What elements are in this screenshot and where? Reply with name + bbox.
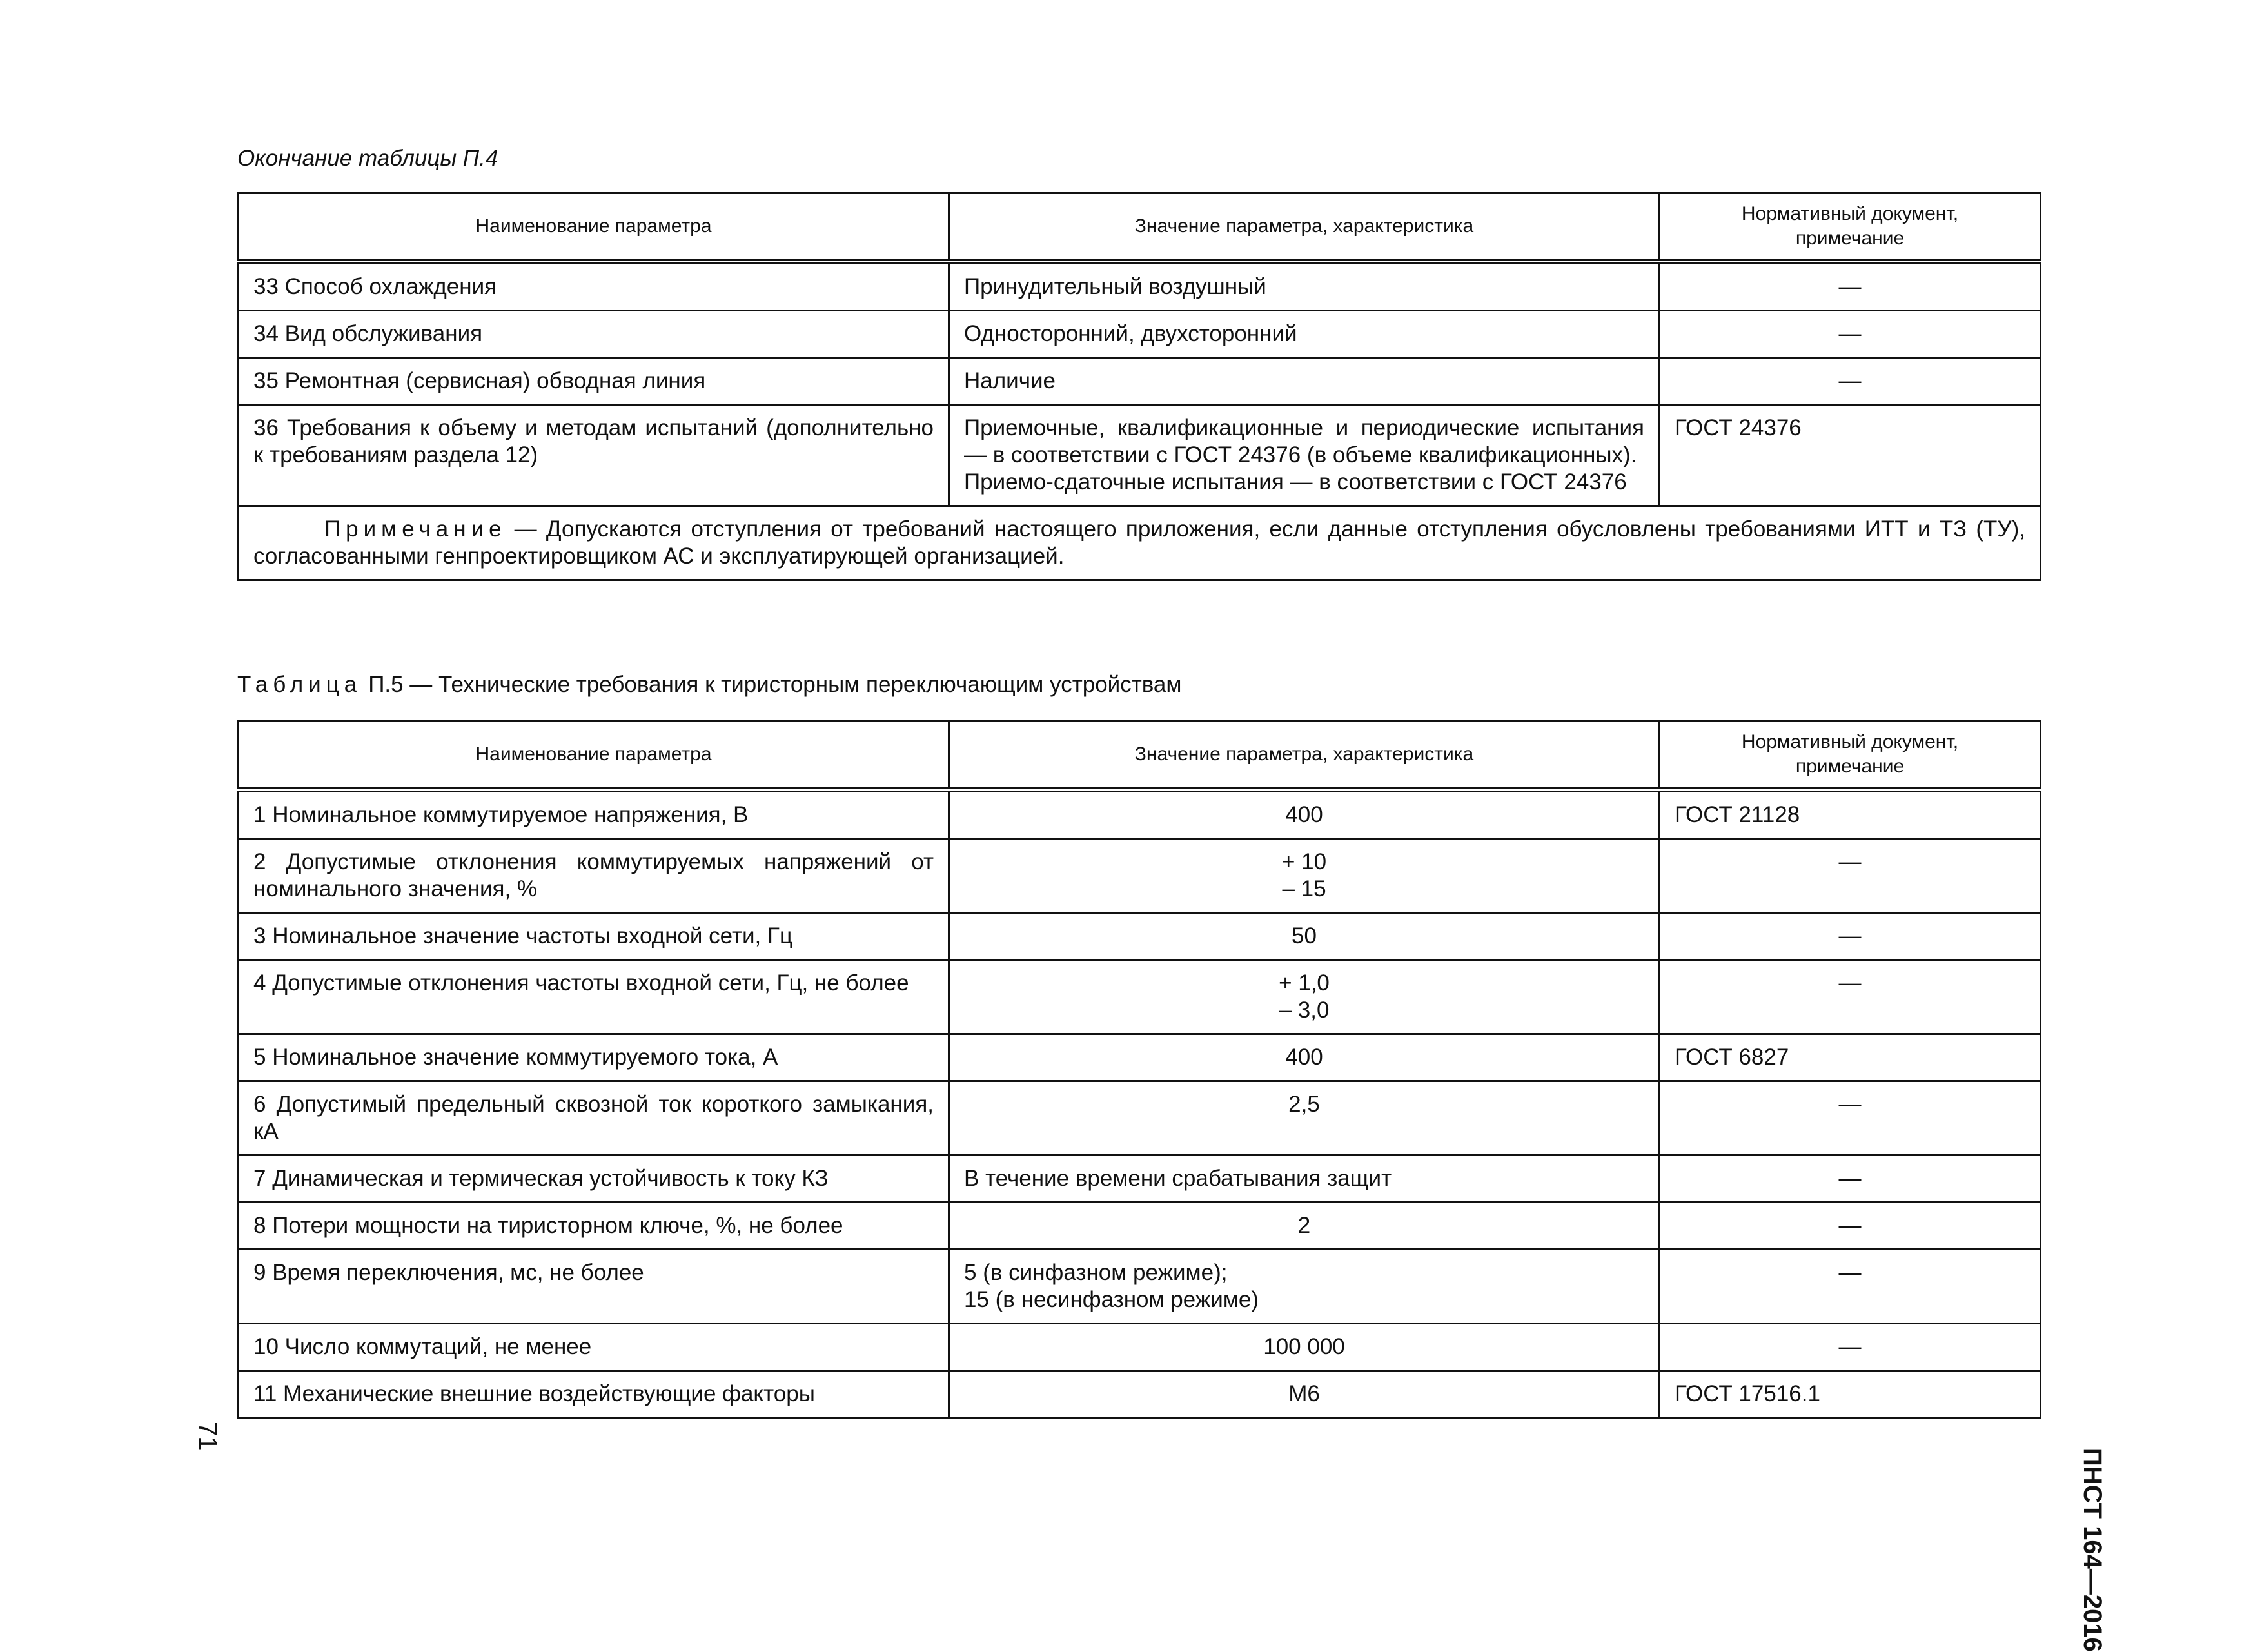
row-doc: ГОСТ 6827	[1660, 1034, 2041, 1081]
table-p4	[237, 192, 2041, 581]
row-value: Принудительный воздушный	[949, 262, 1660, 311]
row-value	[949, 405, 1660, 506]
table-row	[239, 1324, 2041, 1371]
table-row	[239, 262, 2041, 311]
row-doc: —	[1660, 262, 2041, 311]
table-row	[239, 839, 2041, 913]
table-header-row	[239, 722, 2041, 790]
row-name: 10 Число коммутаций, не менее	[239, 1324, 949, 1371]
row-name: 33 Способ охлаждения	[239, 262, 949, 311]
header-normative-document	[1660, 722, 2041, 790]
table-row	[239, 405, 2041, 506]
table-note-row	[239, 506, 2041, 580]
table-row	[239, 311, 2041, 358]
row-doc: ГОСТ 24376	[1660, 405, 2041, 506]
row-value-line1: Приемочные, квалификационные и периодические испытания — в соответствии с ГОСТ 24376 (в объеме квалификационных).	[964, 415, 1644, 467]
table-header-row	[239, 193, 2041, 262]
row-value: 50	[949, 913, 1660, 960]
row-doc: —	[1660, 960, 2041, 1034]
header-doc-line2: примечание	[1795, 228, 1905, 249]
row-value-line1: + 10	[1281, 849, 1327, 874]
table-row	[239, 1034, 2041, 1081]
table-note	[239, 506, 2041, 580]
row-value	[949, 839, 1660, 913]
table-row	[239, 358, 2041, 405]
row-name: 8 Потери мощности на тиристорном ключе, %, не более	[239, 1203, 949, 1250]
row-name: 2 Допустимые отклонения коммутируемых напряжений от номинального значения, %	[239, 839, 949, 913]
row-value-line1: 5 (в синфазном режиме);	[964, 1260, 1228, 1285]
row-name: 9 Время переключения, мс, не более	[239, 1250, 949, 1324]
row-name: 34 Вид обслуживания	[239, 311, 949, 358]
row-name: 35 Ремонтная (сервисная) обводная линия	[239, 358, 949, 405]
row-doc: —	[1660, 311, 2041, 358]
row-name: 11 Механические внешние воздействующие факторы	[239, 1371, 949, 1418]
table-row	[239, 1371, 2041, 1418]
document-code: ПНСТ 164—2016	[2078, 1448, 2107, 1652]
row-value: 400	[949, 1034, 1660, 1081]
row-value-line2: Приемо-сдаточные испытания — в соответствии с ГОСТ 24376	[964, 469, 1627, 495]
table-caption-label: Таблица	[237, 672, 362, 697]
header-doc-line2: примечание	[1795, 756, 1905, 777]
row-name: 5 Номинальное значение коммутируемого тока, А	[239, 1034, 949, 1081]
row-doc: —	[1660, 358, 2041, 405]
row-value	[949, 1250, 1660, 1324]
row-name: 1 Номинальное коммутируемое напряжения, В	[239, 790, 949, 839]
header-doc-line1: Нормативный документ,	[1741, 731, 1959, 752]
row-value	[949, 960, 1660, 1034]
row-name: 3 Номинальное значение частоты входной сети, Гц	[239, 913, 949, 960]
row-doc: —	[1660, 1203, 2041, 1250]
row-name: 6 Допустимый предельный сквозной ток короткого замыкания, кА	[239, 1081, 949, 1155]
row-value: 100 000	[949, 1324, 1660, 1371]
page-number: 71	[193, 1422, 222, 1451]
row-value: Наличие	[949, 358, 1660, 405]
header-normative-document	[1660, 193, 2041, 262]
table-row	[239, 1155, 2041, 1203]
header-doc-line1: Нормативный документ,	[1741, 203, 1959, 224]
row-value: 2,5	[949, 1081, 1660, 1155]
row-value-line2: – 3,0	[1279, 998, 1330, 1023]
row-doc: ГОСТ 21128	[1660, 790, 2041, 839]
row-doc: —	[1660, 1081, 2041, 1155]
row-value: В течение времени срабатывания защит	[949, 1155, 1660, 1203]
row-value: 400	[949, 790, 1660, 839]
table-row	[239, 1250, 2041, 1324]
table-row	[239, 1081, 2041, 1155]
table-caption-text: П.5 — Технические требования к тиристорным переключающим устройствам	[368, 672, 1182, 697]
row-value: М6	[949, 1371, 1660, 1418]
row-doc: —	[1660, 1324, 2041, 1371]
row-doc: —	[1660, 1155, 2041, 1203]
row-value-line2: – 15	[1282, 876, 1326, 901]
header-parameter-value: Значение параметра, характеристика	[949, 193, 1660, 262]
header-parameter-value: Значение параметра, характеристика	[949, 722, 1660, 790]
row-value-line1: + 1,0	[1279, 970, 1330, 996]
table-p5	[237, 720, 2041, 1419]
row-value: 2	[949, 1203, 1660, 1250]
header-parameter-name: Наименование параметра	[239, 193, 949, 262]
header-parameter-name: Наименование параметра	[239, 722, 949, 790]
table-continuation-caption: Окончание таблицы П.4	[237, 146, 498, 171]
row-doc: ГОСТ 17516.1	[1660, 1371, 2041, 1418]
row-doc: —	[1660, 1250, 2041, 1324]
row-name: 7 Динамическая и термическая устойчивость к току КЗ	[239, 1155, 949, 1203]
note-label: Примечание	[324, 516, 507, 542]
row-value: Односторонний, двухсторонний	[949, 311, 1660, 358]
table-row	[239, 960, 2041, 1034]
row-doc: —	[1660, 839, 2041, 913]
table-row	[239, 790, 2041, 839]
table-row	[239, 913, 2041, 960]
row-name: 36 Требования к объему и методам испытаний (дополнительно к требованиям раздела 12)	[239, 405, 949, 506]
row-doc: —	[1660, 913, 2041, 960]
row-name: 4 Допустимые отклонения частоты входной сети, Гц, не более	[239, 960, 949, 1034]
row-value-line2: 15 (в несинфазном режиме)	[964, 1287, 1259, 1312]
table-p5-caption	[237, 671, 1181, 699]
table-row	[239, 1203, 2041, 1250]
note-text: — Допускаются отступления от требований настоящего приложения, если данные отступления обусловлены требованиями ИТТ и ТЗ (ТУ), согласованными генпроектировщиком АС и эксплуатирующей организацией.	[253, 516, 2025, 569]
